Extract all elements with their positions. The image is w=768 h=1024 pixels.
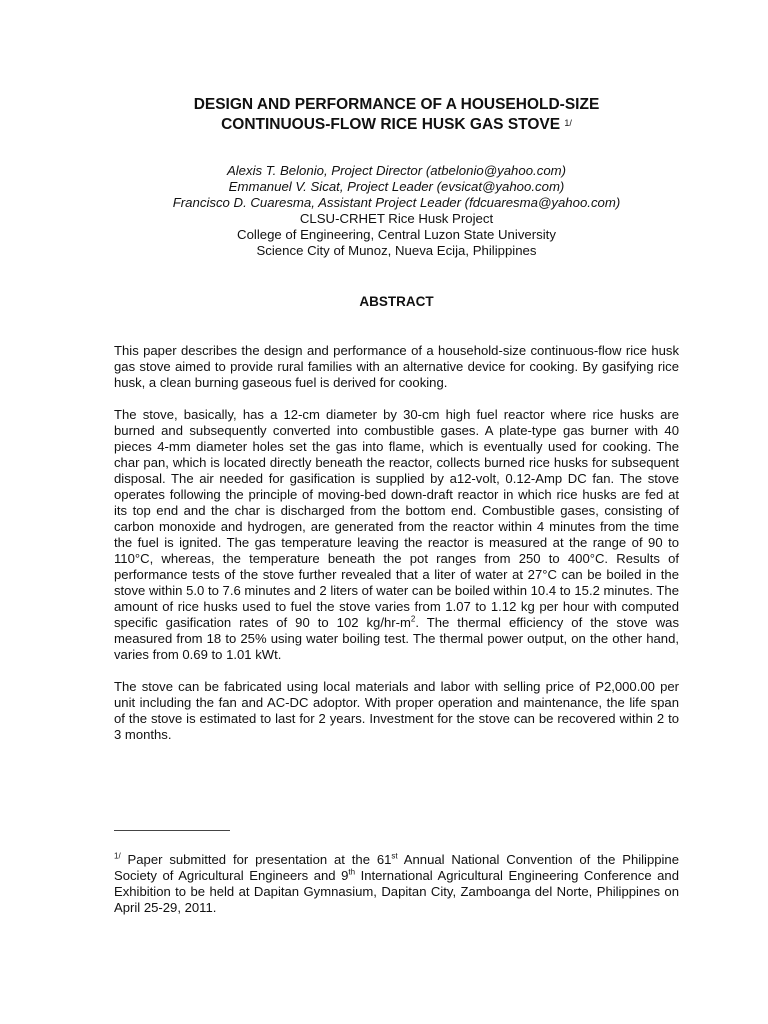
affiliation-project: CLSU-CRHET Rice Husk Project [299, 211, 494, 226]
abstract-paragraph-1: This paper describes the design and performance of a household-size continuous-flow rice husk gas stove aimed to provide rural families with an alternative device for cooking. By gasifying rice husk, a clean burning gaseous fuel is derived for cooking. [114, 343, 679, 390]
title-footnote-mark: 1/ [564, 118, 572, 128]
footnote-text-c: International Agricultural Engineering Conference and Exhibition to be held at Dapitan Gymnasium, Dapitan City, Zamboanga del Norte, Philippines on April 25-29, 2011. [114, 868, 679, 915]
abstract-paragraph-2 [114, 407, 679, 663]
footnote-mark: 1/ [114, 851, 121, 861]
paragraph-2-text-b: . The thermal efficiency of the stove was measured from 18 to 25% using water boiling test. The thermal power output, on the other hand, varies from 0.69 to 1.01 kWt. [114, 615, 679, 662]
paper-title [114, 95, 679, 135]
abstract-heading: ABSTRACT [359, 294, 434, 309]
affiliation-college: College of Engineering, Central Luzon State University [237, 227, 556, 242]
author-block [114, 163, 679, 259]
footnote-sup-th: th [348, 867, 356, 877]
paragraph-2-text-a: The stove, basically, has a 12-cm diameter by 30-cm high fuel reactor where rice husks are burned and subsequently converted into combustible gases. A plate-type gas burner with 40 pieces 4-mm diameter holes set the gas into flame, which is eventually used for cooking. The char pan, which is located directly beneath the reactor, collects burned rice husks for subsequent disposal. The air needed for gasification is supplied by a12-volt, 0.12-Amp DC fan. The stove operates following the principle of moving-bed down-draft reactor in which rice husks are fed at its top end and the char is discharged from the bottom end. Combustible gases, consisting of carbon monoxide and hydrogen, are generated from the reactor within 4 minutes from the time the fuel is ignited. The gas temperature leaving the reactor is measured at the range of 90 to 110°C, whereas, the temperature beneath the pot ranges from 250 to 400°C. Results of performance tests of the stove further revealed that a liter of water at 27°C can be boiled in the stove within 5.0 to 7.6 minutes and 2 liters of water can be boiled within 10.4 to 15.2 minutes. The amount of rice husks used to fuel the stove varies from 1.07 to 1.12 kg per hour with computed specific gasification rates of 90 to 102 kg/hr-m [114, 407, 679, 630]
abstract-body [114, 343, 679, 743]
author-1: Alexis T. Belonio, Project Director (atbelonio@yahoo.com) [226, 163, 567, 178]
paragraph-2-superscript: 2 [410, 614, 416, 624]
title-line-2: CONTINUOUS-FLOW RICE HUSK GAS STOVE [221, 116, 561, 133]
abstract-paragraph-3: The stove can be fabricated using local materials and labor with selling price of P2,000.00 per unit including the fan and AC-DC adoptor. With proper operation and maintenance, the life span of the stove is estimated to last for 2 years. Investment for the stove can be recovered within 2 to 3 months. [114, 679, 679, 742]
footnote-divider [114, 830, 230, 831]
title-line-1: DESIGN AND PERFORMANCE OF A HOUSEHOLD-SIZE [193, 96, 600, 113]
author-3: Francisco D. Cuaresma, Assistant Project Leader (fdcuaresma@yahoo.com) [172, 195, 621, 210]
footnote-sup-st: st [391, 851, 398, 861]
affiliation-address: Science City of Munoz, Nueva Ecija, Philippines [256, 243, 537, 258]
footnote [114, 852, 679, 916]
footnote-text-b: Annual National Convention of the Philippine Society of Agricultural Engineers and 9 [114, 852, 679, 883]
paper-page [114, 95, 679, 759]
footnote-text-a: Paper submitted for presentation at the 61 [120, 852, 392, 867]
author-2: Emmanuel V. Sicat, Project Leader (evsicat@yahoo.com) [228, 179, 565, 194]
